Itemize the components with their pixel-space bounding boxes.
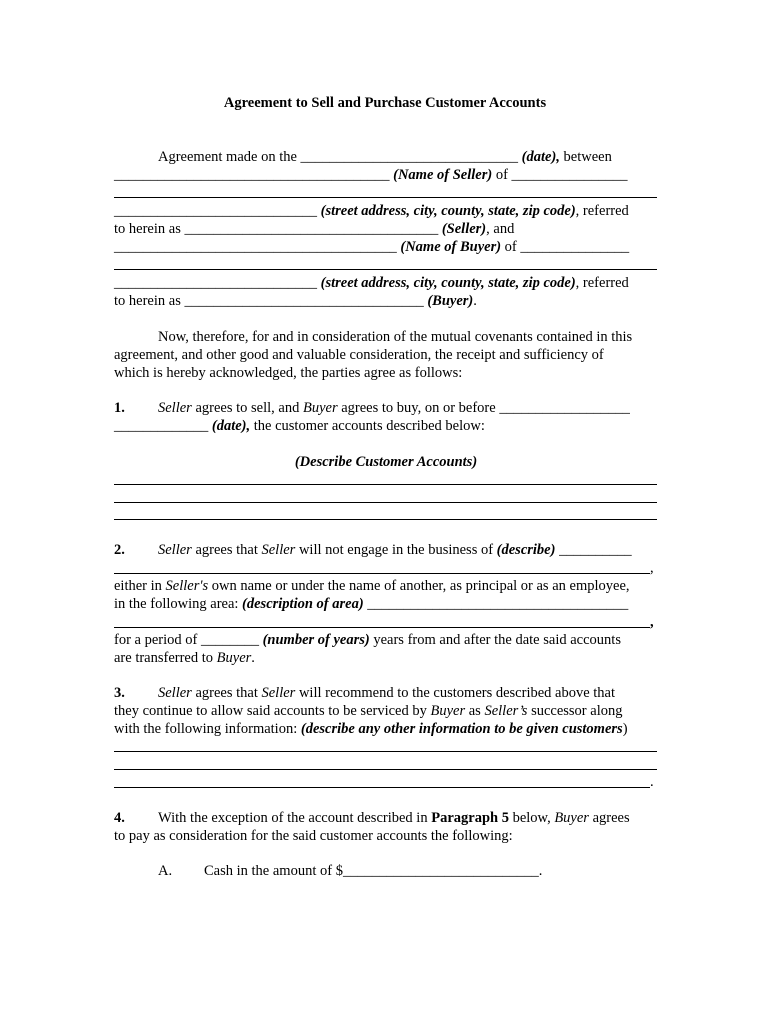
intro-line-4: to herein as ___________________________________ (Seller), and — [114, 221, 515, 237]
line-end-period: . — [650, 774, 654, 790]
paragraph-number: 4. — [114, 810, 125, 826]
recital-line-1: Now, therefore, for and in consideration of the mutual covenants contained in this — [158, 329, 633, 345]
blank-line — [114, 197, 657, 198]
blank-line — [114, 787, 650, 788]
paragraph-number: 2. — [114, 542, 125, 558]
blank-line — [114, 484, 657, 485]
intro-line-3: ____________________________ (street address, city, county, state, zip code), referred — [114, 203, 629, 219]
blank-line — [114, 627, 650, 628]
paragraph-2-line-4: in the following area: (description of area) ____________________________________ — [114, 596, 629, 612]
paragraph-1-heading: (Describe Customer Accounts) — [294, 454, 478, 470]
intro-line-5: _______________________________________ (Name of Buyer) of _______________ — [114, 239, 630, 255]
paragraph-3-line-3: with the following information: (describe any other information to be given customers) — [114, 721, 628, 737]
blank-line — [114, 502, 657, 503]
paragraph-4-line-2: to pay as consideration for the said customer accounts the following: — [114, 828, 513, 844]
item-a-text: Cash in the amount of $___________________________. — [204, 863, 543, 879]
paragraph-2-line-6: for a period of ________ (number of years) years from and after the date said accounts — [114, 632, 621, 648]
blank-line — [114, 769, 657, 770]
paragraph-2-line-1: 2. Seller agrees that Seller will not engage in the business of (describe) __________ — [114, 542, 632, 558]
document-title: Agreement to Sell and Purchase Customer Accounts — [223, 95, 547, 111]
blank-line — [114, 751, 657, 752]
blank-line — [114, 573, 650, 574]
blank-line — [114, 519, 657, 520]
paragraph-3-line-1: 3. Seller agrees that Seller will recommend to the customers described above that — [114, 685, 616, 701]
paragraph-1-line-1: 1. Seller agrees to sell, and Buyer agrees to buy, on or before __________________ — [114, 400, 630, 416]
paragraph-3-line-2: they continue to allow said accounts to be serviced by Buyer as Seller’s successor along — [114, 703, 623, 719]
item-a-label: A. — [158, 863, 173, 879]
intro-line-6: ____________________________ (street address, city, county, state, zip code), referred — [114, 275, 629, 291]
line-end-comma: , — [650, 614, 654, 630]
line-end-comma: , — [650, 560, 654, 576]
recital-line-3: which is hereby acknowledged, the parties agree as follows: — [114, 365, 463, 381]
intro-line-7: to herein as _________________________________ (Buyer). — [114, 293, 477, 309]
paragraph-4-line-1: 4. With the exception of the account described in Paragraph 5 below, Buyer agrees — [114, 810, 630, 826]
intro-line-1: Agreement made on the ______________________________ (date), between — [158, 149, 612, 165]
paragraph-1-line-2: _____________ (date), the customer accounts described below: — [114, 418, 485, 434]
paragraph-number: 1. — [114, 400, 125, 416]
intro-line-2: ______________________________________ (Name of Seller) of ________________ — [114, 167, 628, 183]
paragraph-number: 3. — [114, 685, 125, 701]
paragraph-2-line-7: are transferred to Buyer. — [114, 650, 255, 666]
blank-line — [114, 269, 657, 270]
recital-line-2: agreement, and other good and valuable consideration, the receipt and sufficiency of — [114, 347, 604, 363]
paragraph-2-line-3: either in Seller's own name or under the name of another, as principal or as an employee, — [114, 578, 630, 594]
